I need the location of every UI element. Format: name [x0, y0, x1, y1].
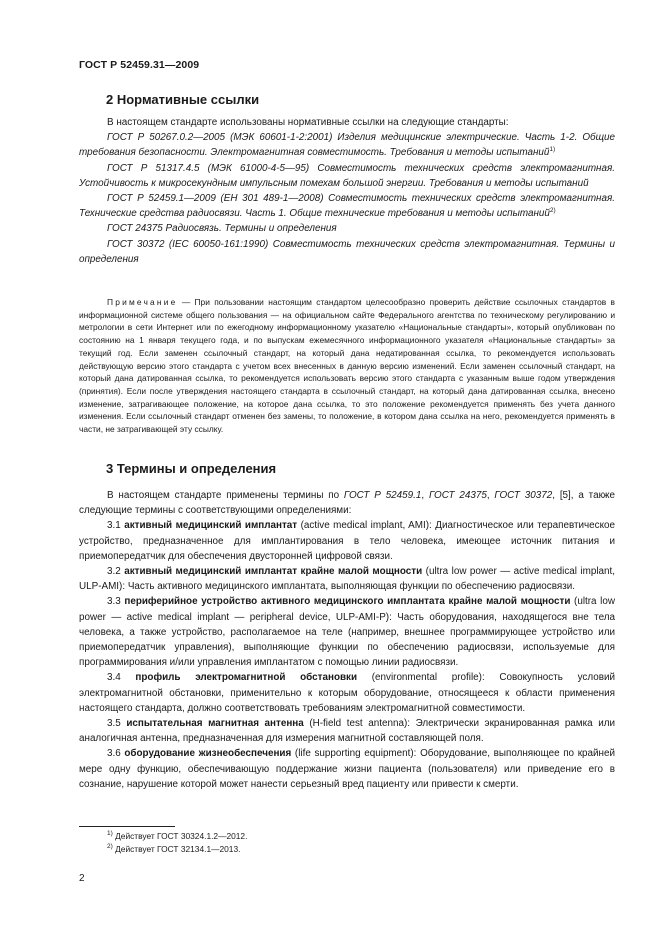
section-2-body	[79, 115, 615, 267]
footnote-item: $^{1)}$ Действует ГОСТ 30324.1.2—2012.	[107, 830, 248, 841]
section-3-heading: 3 Термины и определения	[106, 461, 277, 476]
term-entry: 3.5 испытательная магнитная антенна (H-field test antenna): Электрически экранированная рамка или аналогичная антенна, предназначенная для измерения магнитной составляющей поля.	[79, 718, 615, 745]
term-entry: 3.1 активный медицинский имплантат (active medical implant, AMI): Диагностическое или терапевтическое устройство, предназначенное для имплантирования в тело человека, имеющее источник питания и приемопередатчик для обеспечения двусторонней цифровой связи.	[79, 520, 616, 562]
note-text: — При пользовании настоящим стандартом целесообразно проверить действие ссылочных стандартов в информационной системе общего пользования — на официальном сайте Федерального агентства по техническому регулированию и метрологии в сети Интернет или по ежегодному информационному указателю «Национальные стандарты», который опубликован по состоянию на 1 января текущего года, и по выпускам ежемесячного информационного указателя «Национальные стандарты» за текущий год. Если заменен ссылочный стандарт, на который дана недатированная ссылка, то рекомендуется использовать действующую версию этого стандарта с учетом всех внесенных в данную версию изменений. Если заменен ссылочный стандарт, на который дана датированная ссылка, то рекомендуется использовать версию этого стандарта с указанным выше годом утверждения (принятия). Если после утверждения настоящего стандарта в ссылочный стандарт, на который дана датированная ссылка, внесено изменение, затрагивающее положение, на которое дана ссылка, то это положение рекомендуется применять без учета данного изменения. Если ссылочный стандарт отменен без замены, то положение, в котором дана ссылка на него, рекомендуется применять в части, не затрагивающей эту ссылку.	[79, 297, 615, 435]
reference-item: ГОСТ Р 50267.0.2—2005 (МЭК 60601-1-2:2001) Изделия медицинские электрические. Часть 1-2. Общие требования безопасности. Электромагнитная совместимость. Требования и методы испытаний$^{1)}$	[79, 132, 615, 159]
section-3-intro: В настоящем стандарте применены термины по ГОСТ Р 52459.1, ГОСТ 24375, ГОСТ 30372, [5], а также следующие термины с соответствующими определениями:	[79, 490, 615, 517]
term-entry: 3.3 периферийное устройство активного медицинского имплантата крайне малой мощности (ultra low power — active medical implant — peripheral device, ULP-AMI-P): Часть оборудования, находящегося вне тела человека, а также устройство, располагаемое на теле (например, внешнее программирующее устройство или приемопередатчик управления), выполняющие функции по обеспечению радиосвязи, используемые для программирования и/или управления имплантатом с помощью линии радиосвязи.	[79, 596, 615, 669]
term-entry: 3.6 оборудование жизнеобеспечения (life supporting equipment): Оборудование, выполняющее по крайней мере одну функцию, обеспечивающую поддержание жизни пациента (пользователя) или приведение его в сознание, нарушение которой может нанести серьезный вред пациенту или привести к смерти.	[79, 748, 615, 790]
term-entry: 3.2 активный медицинский имплантат крайне малой мощности (ultra low power — active medical implant, ULP-AMI): Часть активного медицинского имплантата, выполняющая функции по обеспечению радиосвязи.	[79, 566, 615, 593]
reference-item: ГОСТ Р 51317.4.5 (МЭК 61000-4-5—95) Совместимость технических средств электромагнитная. Устойчивость к микросекундным импульсным помехам большой энергии. Требования и методы испытаний	[79, 162, 615, 189]
document-header: ГОСТ Р 52459.31—2009	[79, 59, 200, 71]
reference-item: ГОСТ Р 52459.1—2009 (ЕН 301 489-1—2008) Совместимость технических средств электромагнитная. Технические средства радиосвязи. Часть 1. Общие технические требования и методы испытаний$^{2)}$	[79, 193, 615, 220]
page-number: 2	[79, 873, 85, 884]
section-2-intro: В настоящем стандарте использованы нормативные ссылки на следующие стандарты:	[107, 117, 509, 128]
section-3-body	[79, 488, 615, 792]
reference-item: ГОСТ 30372 (IEC 60050-161:1990) Совместимость технических средств электромагнитная. Термины и определения	[79, 238, 615, 265]
footnote-divider	[79, 826, 175, 827]
note-label: Примечание	[107, 297, 178, 307]
reference-item: ГОСТ 24375 Радиосвязь. Термины и определения	[107, 223, 337, 235]
footnote-item: $^{2)}$ Действует ГОСТ 32134.1—2013.	[107, 843, 241, 854]
section-2-note	[79, 296, 615, 436]
section-2-heading: 2 Нормативные ссылки	[106, 92, 260, 107]
term-entry: 3.4 профиль электромагнитной обстановки (environmental profile): Совокупность условий электромагнитной обстановки, применительно к которым оборудование, относящееся к области применения настоящего стандарта, должно соответствовать требованиям электромагнитной совместимости.	[79, 672, 615, 714]
footnote-list	[79, 830, 615, 856]
